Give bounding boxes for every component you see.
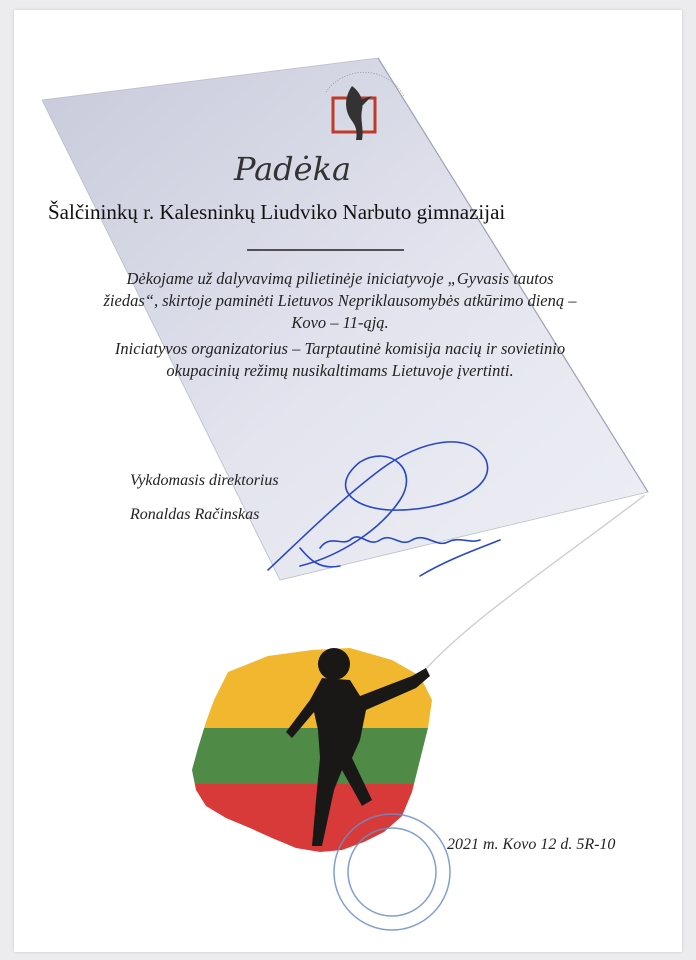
- organizer-paragraph: Iniciatyvos organizatorius – Tarptautinė komisija nacių ir sovietinio okupacinių režimų nusikaltimams Lietuvoje įvertinti.: [114, 339, 566, 380]
- certificate-title: Padėka: [234, 150, 352, 188]
- issue-date: 2021 m. Kovo 12 d. 5R-10: [447, 836, 616, 853]
- signatory-role: Vykdomasis direktorius: [130, 472, 279, 489]
- recipient-name: Šalčininkų r. Kalesninkų Liudviko Narbuto gimnazijai: [48, 200, 506, 224]
- signatory-name: Ronaldas Račinskas: [130, 506, 260, 523]
- acknowledgement-paragraph: Dėkojame už dalyvavimą pilietinėje iniciatyvoje „Gyvasis tautos žiedas“, skirtoje paminėti Lietuvos Nepriklausomybės atkūrimo dieną – Kovo – 11-ąją.: [103, 269, 577, 332]
- round-seal-icon: [334, 814, 450, 930]
